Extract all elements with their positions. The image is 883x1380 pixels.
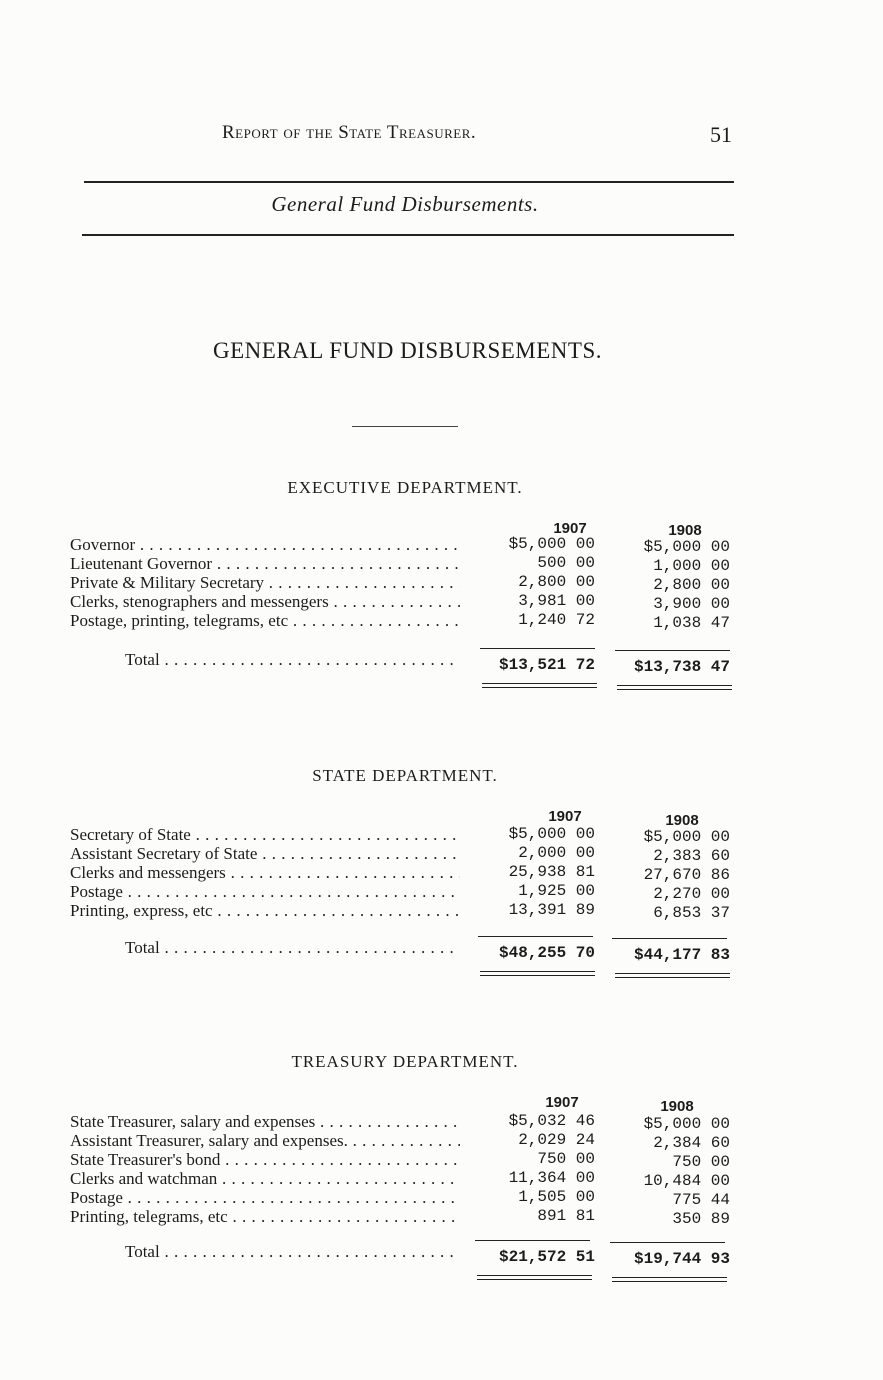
- table-row: [70, 1188, 740, 1207]
- row-label: Clerks, stenographers and messengers . . .: [70, 592, 460, 611]
- value-1908: 2,384 60: [653, 1134, 730, 1152]
- row-label: Postage . . .: [70, 1188, 460, 1207]
- row-label: Clerks and watchman . . .: [70, 1169, 460, 1188]
- value-1907: $5,000 00: [508, 535, 595, 553]
- subtotal-rule-1907: [478, 936, 593, 937]
- row-label: Secretary of State . . .: [70, 825, 460, 844]
- total-double-rule-1908: [615, 973, 730, 978]
- value-1907: 13,391 89: [508, 901, 595, 919]
- value-1907: 2,029 24: [518, 1131, 595, 1149]
- total-1907: $48,255 70: [498, 944, 595, 962]
- table-row: [70, 1169, 740, 1188]
- value-1908: 1,038 47: [653, 614, 730, 632]
- title-divider: [352, 426, 458, 427]
- row-label: State Treasurer's bond . . .: [70, 1150, 460, 1169]
- total-double-rule-1907: [477, 1275, 592, 1280]
- value-1908: 775 44: [672, 1191, 730, 1209]
- value-1908: 3,900 00: [653, 595, 730, 613]
- state-department-title: STATE DEPARTMENT.: [312, 766, 498, 785]
- table-row: [70, 882, 740, 901]
- total-1908: $13,738 47: [633, 658, 730, 676]
- value-1907: 11,364 00: [508, 1169, 595, 1187]
- value-1907: 3,981 00: [518, 592, 595, 610]
- running-subtitle: General Fund Disbursements.: [271, 192, 539, 216]
- table-row: [70, 863, 740, 882]
- row-label: Postage . . .: [70, 882, 460, 901]
- row-label: Governor . . .: [70, 535, 460, 554]
- total-double-rule-1908: [612, 1277, 727, 1282]
- value-1908: 1,000 00: [653, 557, 730, 575]
- row-label: Printing, express, etc . . .: [70, 901, 460, 920]
- row-label: Private & Military Secretary . . .: [70, 573, 460, 592]
- value-1907: 750 00: [537, 1150, 595, 1168]
- table-row: [70, 1112, 740, 1131]
- total-row: [70, 650, 740, 676]
- row-label: Assistant Secretary of State . . .: [70, 844, 460, 863]
- year-1908-header: 1908: [665, 812, 699, 829]
- value-1908: 750 00: [672, 1153, 730, 1171]
- total-row: [70, 938, 740, 964]
- page-title: GENERAL FUND DISBURSEMENTS.: [213, 338, 602, 363]
- total-1907: $13,521 72: [498, 656, 595, 674]
- table-row: [70, 901, 740, 920]
- value-1908: $5,000 00: [643, 1115, 730, 1133]
- value-1908: 10,484 00: [643, 1172, 730, 1190]
- year-1907-header: 1907: [553, 520, 587, 537]
- row-label: Printing, telegrams, etc . . .: [70, 1207, 460, 1226]
- value-1908: 27,670 86: [643, 866, 730, 884]
- table-row: [70, 844, 740, 863]
- table-row: [70, 825, 740, 844]
- value-1907: 25,938 81: [508, 863, 595, 881]
- value-1907: 2,000 00: [518, 844, 595, 862]
- value-1908: $5,000 00: [643, 828, 730, 846]
- page-number: 51: [710, 122, 732, 147]
- value-1908: $5,000 00: [643, 538, 730, 556]
- table-row: [70, 573, 740, 592]
- total-double-rule-1907: [482, 683, 597, 688]
- table-row: [70, 535, 740, 554]
- header-rule-bottom: [82, 234, 734, 236]
- executive-department-title: EXECUTIVE DEPARTMENT.: [287, 478, 523, 497]
- row-label: Postage, printing, telegrams, etc . . .: [70, 611, 460, 630]
- table-row: [70, 592, 740, 611]
- value-1907: 1,240 72: [518, 611, 595, 629]
- value-1908: 350 89: [672, 1210, 730, 1228]
- total-1907: $21,572 51: [498, 1248, 595, 1266]
- value-1907: $5,000 00: [508, 825, 595, 843]
- treasury-department-title: TREASURY DEPARTMENT.: [291, 1052, 519, 1071]
- total-label: Total . . .: [125, 938, 460, 957]
- total-row: [70, 1242, 740, 1268]
- value-1907: 500 00: [537, 554, 595, 572]
- total-1908: $44,177 83: [633, 946, 730, 964]
- year-1907-header: 1907: [548, 808, 582, 825]
- value-1907: 1,505 00: [518, 1188, 595, 1206]
- row-label: Assistant Treasurer, salary and expenses. . . .: [70, 1131, 460, 1150]
- subtotal-rule-1907: [480, 648, 595, 649]
- row-label: Lieutenant Governor . . .: [70, 554, 460, 573]
- year-1907-header: 1907: [545, 1094, 579, 1111]
- total-1908: $19,744 93: [633, 1250, 730, 1268]
- row-label: Clerks and messengers . . .: [70, 863, 460, 882]
- value-1908: 2,270 00: [653, 885, 730, 903]
- header-rule-top: [84, 181, 734, 183]
- total-double-rule-1907: [480, 971, 595, 976]
- value-1907: $5,032 46: [508, 1112, 595, 1130]
- year-1908-header: 1908: [660, 1098, 694, 1115]
- total-label: Total . . .: [125, 650, 460, 669]
- table-row: [70, 1207, 740, 1226]
- running-header-title: Report of the State Treasurer.: [222, 122, 477, 143]
- value-1908: 2,800 00: [653, 576, 730, 594]
- table-row: [70, 1131, 740, 1150]
- total-double-rule-1908: [617, 685, 732, 690]
- value-1907: 2,800 00: [518, 573, 595, 591]
- total-label: Total . . .: [125, 1242, 460, 1261]
- table-row: [70, 554, 740, 573]
- table-row: [70, 611, 740, 630]
- subtotal-rule-1907: [475, 1240, 590, 1241]
- row-label: State Treasurer, salary and expenses . . .: [70, 1112, 460, 1131]
- value-1907: 891 81: [537, 1207, 595, 1225]
- year-1908-header: 1908: [668, 522, 702, 539]
- value-1907: 1,925 00: [518, 882, 595, 900]
- value-1908: 6,853 37: [653, 904, 730, 922]
- table-row: [70, 1150, 740, 1169]
- value-1908: 2,383 60: [653, 847, 730, 865]
